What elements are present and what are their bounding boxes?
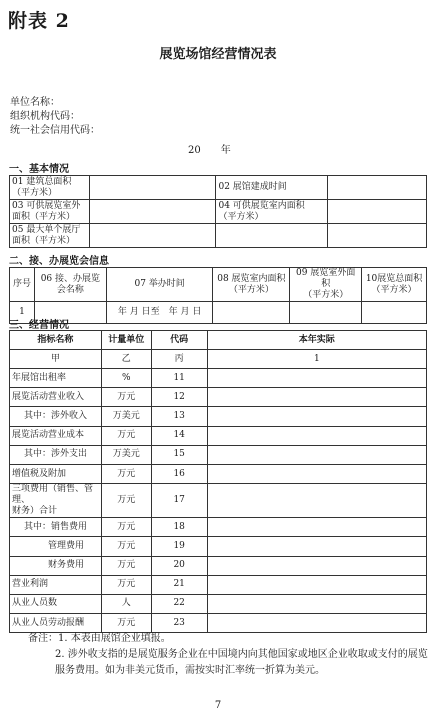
credit-code-label: 统一社会信用代码： xyxy=(10,125,100,136)
table-row xyxy=(10,426,427,445)
sub-jia: 甲 xyxy=(10,350,102,369)
empty-cell xyxy=(328,224,427,248)
sub-1: 1 xyxy=(207,350,426,369)
note-1: 备注：1. 本表由展馆企业填报。 xyxy=(28,633,171,644)
code-cell: 17 xyxy=(151,484,207,518)
table-row xyxy=(10,575,427,594)
indicator-name: 财务费用 xyxy=(10,556,102,575)
row-seq: 1 xyxy=(10,302,35,324)
indicator-name: 营业利润 xyxy=(10,575,102,594)
indicator-name: 其中：涉外支出 xyxy=(10,445,102,464)
basic-info-table xyxy=(9,175,427,248)
actual-value-cell[interactable] xyxy=(207,518,426,537)
col-indoor-area: 08 展览室内面积 （平方米） xyxy=(213,268,290,302)
indoor-area-value[interactable] xyxy=(328,200,427,224)
empty-cell xyxy=(216,224,328,248)
code-cell: 13 xyxy=(151,407,207,426)
hold-time-value[interactable]: 年 月 日至 年 月 日 xyxy=(106,302,213,324)
actual-value-cell[interactable] xyxy=(207,426,426,445)
col-indicator: 指标名称 xyxy=(10,331,102,350)
outdoor-area-value[interactable] xyxy=(290,302,362,324)
col-seq: 序号 xyxy=(10,268,35,302)
col-exhibition-name: 06 接、办展览 会名称 xyxy=(34,268,106,302)
table-row xyxy=(10,614,427,633)
col-code: 代码 xyxy=(151,331,207,350)
table-row xyxy=(10,445,427,464)
total-building-area-value[interactable] xyxy=(89,176,216,200)
code-cell: 20 xyxy=(151,556,207,575)
actual-value-cell[interactable] xyxy=(207,464,426,483)
sub-bing: 丙 xyxy=(151,350,207,369)
code-cell: 15 xyxy=(151,445,207,464)
code-cell: 14 xyxy=(151,426,207,445)
actual-value-cell[interactable] xyxy=(207,537,426,556)
note-2: 2. 涉外收支指的是展览服务企业在中国境内向其他国家或地区企业收取或支付的展览服务费用。如为非美元货币，需按实时汇率统一折算为美元。 xyxy=(55,649,428,676)
appendix-label: 附表 2 xyxy=(8,10,70,32)
unit-cell: 万元 xyxy=(101,537,151,556)
report-year: 20 年 xyxy=(188,145,231,156)
indoor-area-value[interactable] xyxy=(213,302,290,324)
table-row xyxy=(10,388,427,407)
table-row xyxy=(10,537,427,556)
indicator-name: 展览活动营业收入 xyxy=(10,388,102,407)
indoor-area-label: 04 可供展览室内面积 （平方米） xyxy=(216,200,328,224)
col-unit: 计量单位 xyxy=(101,331,151,350)
unit-cell: 万元 xyxy=(101,614,151,633)
operation-table xyxy=(9,330,427,633)
code-cell: 21 xyxy=(151,575,207,594)
unit-cell: 人 xyxy=(101,594,151,613)
table-row xyxy=(10,369,427,388)
unit-cell: 万美元 xyxy=(101,445,151,464)
unit-cell: 万元 xyxy=(101,388,151,407)
outdoor-area-value[interactable] xyxy=(89,200,216,224)
table-row xyxy=(10,464,427,483)
unit-cell: 万元 xyxy=(101,484,151,518)
code-cell: 11 xyxy=(151,369,207,388)
unit-cell: 万元 xyxy=(101,518,151,537)
col-actual: 本年实际 xyxy=(207,331,426,350)
largest-hall-area-label: 05 最大单个展厅 面积（平方米） xyxy=(10,224,90,248)
actual-value-cell[interactable] xyxy=(207,445,426,464)
unit-cell: 万元 xyxy=(101,426,151,445)
table-row xyxy=(10,556,427,575)
hall-completion-time-label: 02 展馆建成时间 xyxy=(216,176,328,200)
col-outdoor-area: 09 展览室外面积 （平方米） xyxy=(290,268,362,302)
outdoor-area-label: 03 可供展览室外 面积（平方米） xyxy=(10,200,90,224)
indicator-name: 三项费用（销售、管理、 财务）合计 xyxy=(10,484,102,518)
code-cell: 18 xyxy=(151,518,207,537)
indicator-name: 其中：销售费用 xyxy=(10,518,102,537)
section-operation-heading: 三、经营情况 xyxy=(9,320,69,331)
table-row xyxy=(10,518,427,537)
indicator-name: 其中：涉外收入 xyxy=(10,407,102,426)
unit-cell: 万美元 xyxy=(101,407,151,426)
section-basic-info-heading: 一、基本情况 xyxy=(9,164,69,175)
hall-completion-time-value[interactable] xyxy=(328,176,427,200)
actual-value-cell[interactable] xyxy=(207,484,426,518)
total-building-area-label: 01 建筑总面积 （平方米） xyxy=(10,176,90,200)
actual-value-cell[interactable] xyxy=(207,575,426,594)
actual-value-cell[interactable] xyxy=(207,369,426,388)
form-title: 展览场馆经营情况表 xyxy=(159,47,277,62)
table-row xyxy=(10,407,427,426)
sub-yi: 乙 xyxy=(101,350,151,369)
unit-cell: 万元 xyxy=(101,464,151,483)
indicator-name: 从业人员劳动报酬 xyxy=(10,614,102,633)
actual-value-cell[interactable] xyxy=(207,388,426,407)
indicator-name: 年展馆出租率 xyxy=(10,369,102,388)
table-row xyxy=(10,484,427,518)
page-number: 7 xyxy=(214,700,222,711)
actual-value-cell[interactable] xyxy=(207,556,426,575)
exhibition-info-table xyxy=(9,267,427,324)
org-code-label: 组织机构代码： xyxy=(10,111,80,122)
indicator-name: 增值税及附加 xyxy=(10,464,102,483)
unit-cell: 万元 xyxy=(101,556,151,575)
col-hold-time: 07 举办时间 xyxy=(106,268,213,302)
code-cell: 22 xyxy=(151,594,207,613)
code-cell: 12 xyxy=(151,388,207,407)
unit-cell: % xyxy=(101,369,151,388)
indicator-name: 管理费用 xyxy=(10,537,102,556)
indicator-name: 展览活动营业成本 xyxy=(10,426,102,445)
col-total-area: 10展览总面积 （平方米） xyxy=(362,268,427,302)
code-cell: 19 xyxy=(151,537,207,556)
table-row xyxy=(10,594,427,613)
indicator-name: 从业人员数 xyxy=(10,594,102,613)
actual-value-cell[interactable] xyxy=(207,614,426,633)
unit-name-label: 单位名称： xyxy=(10,97,60,108)
code-cell: 16 xyxy=(151,464,207,483)
actual-value-cell[interactable] xyxy=(207,407,426,426)
unit-cell: 万元 xyxy=(101,575,151,594)
section-exhibition-info-heading: 二、接、办展览会信息 xyxy=(9,256,109,267)
actual-value-cell[interactable] xyxy=(207,594,426,613)
code-cell: 23 xyxy=(151,614,207,633)
notes xyxy=(28,631,428,679)
total-area-value[interactable] xyxy=(362,302,427,324)
largest-hall-area-value[interactable] xyxy=(89,224,216,248)
